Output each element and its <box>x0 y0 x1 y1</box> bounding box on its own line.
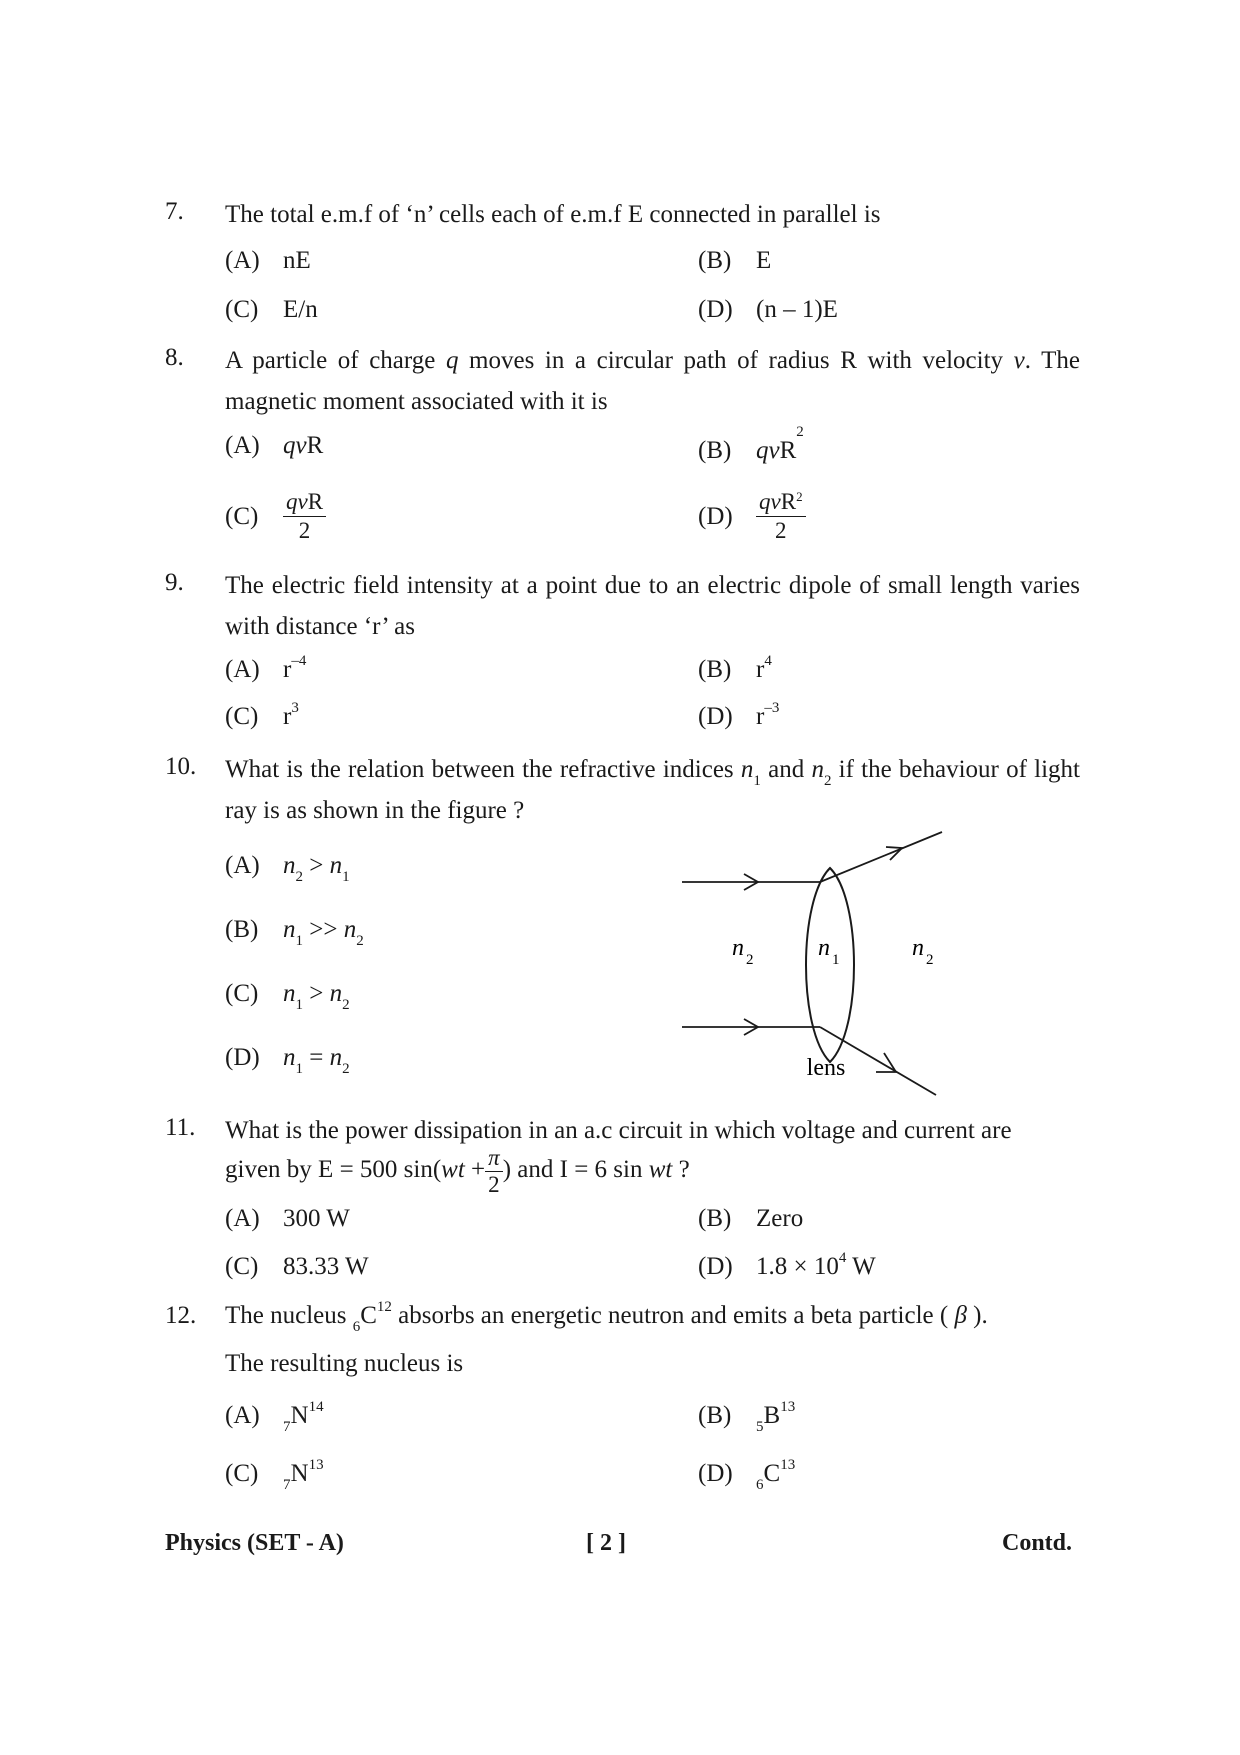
relation: = <box>309 1044 324 1071</box>
nucleus-symbol: N <box>290 1460 309 1487</box>
superscript: 14 <box>308 1399 324 1415</box>
option-label: (A) <box>225 1402 260 1429</box>
subscript: 1 <box>295 1061 303 1077</box>
option-label: (D) <box>225 1044 260 1071</box>
q11-option-d <box>698 1250 876 1281</box>
question-11-number: 11. <box>165 1114 196 1141</box>
var-n: n <box>343 916 357 943</box>
superscript: 12 <box>376 1299 392 1315</box>
nucleus-symbol: N <box>290 1402 309 1429</box>
option-label: (D) <box>698 1460 733 1487</box>
q11-option-a <box>225 1205 350 1233</box>
var-n: n <box>740 756 754 783</box>
exponent: 4 <box>764 653 772 669</box>
superscript: 13 <box>308 1457 324 1473</box>
subscript: 2 <box>823 773 832 789</box>
option-label: (A) <box>225 656 260 683</box>
q7-option-d <box>698 296 838 324</box>
superscript: 13 <box>780 1457 796 1473</box>
option-base: r <box>283 656 292 683</box>
option-var: qv <box>756 437 780 464</box>
subscript: 7 <box>283 1419 291 1435</box>
var-v: v <box>1013 347 1025 374</box>
superscript: 2 <box>796 489 803 504</box>
option-text: 1.8 × 10 <box>756 1253 839 1280</box>
option-base: r <box>756 656 765 683</box>
relation: > <box>309 980 324 1007</box>
option-label: (B) <box>698 437 732 464</box>
text-part: The nucleus <box>225 1302 353 1329</box>
beta-symbol: β <box>954 1302 967 1329</box>
lens-label: lens <box>806 1055 846 1081</box>
option-label: (A) <box>225 247 260 274</box>
fraction-numerator <box>283 488 326 517</box>
option-text: Zero <box>756 1205 804 1232</box>
text-part: A particle of charge <box>225 347 446 374</box>
text-part: What is the relation between the refractive indices <box>225 756 741 783</box>
equation-part: E = 500 sin( <box>318 1156 442 1183</box>
relation: > <box>309 852 324 879</box>
exponent: –4 <box>291 653 307 669</box>
right-medium-label: n <box>912 935 924 961</box>
option-text: E <box>756 247 772 274</box>
q7-option-c <box>225 296 318 324</box>
exponent: –3 <box>764 700 780 716</box>
left-medium-label: n <box>732 935 744 961</box>
var-n: n <box>283 980 296 1007</box>
question-10-text <box>225 749 1080 831</box>
question-12-text <box>225 1299 988 1335</box>
text-part: ). <box>966 1302 988 1329</box>
question-8-number: 8. <box>165 344 184 371</box>
subscript: 1 <box>295 997 303 1013</box>
footer-page-number: [ 2 ] <box>586 1530 626 1556</box>
option-text: (n – 1)E <box>756 296 838 323</box>
q8-option-b <box>698 424 804 465</box>
var-n: n <box>329 852 343 879</box>
q10-option-a <box>225 852 350 885</box>
question-11-equation <box>225 1140 690 1200</box>
option-label: (C) <box>225 980 259 1007</box>
subscript: 2 <box>342 997 350 1013</box>
option-text: E/n <box>283 296 318 323</box>
option-base: r <box>283 703 292 730</box>
lens-medium-label: n <box>818 935 830 961</box>
option-label: (D) <box>698 1253 733 1280</box>
question-10-number: 10. <box>165 753 197 780</box>
q9-option-b <box>698 653 772 684</box>
option-label: (B) <box>698 1205 732 1232</box>
num-var: qv <box>759 489 781 514</box>
option-label: (C) <box>225 1253 259 1280</box>
nucleus-symbol: C <box>360 1302 377 1329</box>
num-text: R <box>780 489 797 514</box>
q8-option-a <box>225 432 323 460</box>
question-8-text <box>225 340 1080 422</box>
equation-part: ) <box>502 1156 512 1183</box>
var-n: n <box>811 756 824 783</box>
subscript: 2 <box>356 933 364 949</box>
var-n: n <box>283 1044 296 1071</box>
option-label: (A) <box>225 432 260 459</box>
q8-option-d <box>698 488 806 545</box>
pi-over-two <box>485 1145 503 1198</box>
q7-option-a <box>225 247 311 275</box>
question-9-text: The electric field intensity at a point due to an electric dipole of small length varies with distance ‘r’ as <box>225 572 1080 640</box>
subscript: 5 <box>756 1419 764 1435</box>
option-var: qv <box>283 432 307 459</box>
option-base: r <box>756 703 765 730</box>
footer-contd: Contd. <box>1002 1530 1073 1556</box>
q12-option-b <box>698 1399 796 1435</box>
q10-option-d <box>225 1044 350 1077</box>
relation: >> <box>309 916 338 943</box>
question-12-text-line2: The resulting nucleus is <box>225 1350 464 1377</box>
q9-option-d <box>698 700 780 731</box>
question-11-text: What is the power dissipation in an a.c circuit in which voltage and current are <box>225 1117 1012 1144</box>
question-12-number: 12. <box>165 1302 197 1329</box>
exponent: 4 <box>838 1250 847 1266</box>
text-part: ? <box>672 1156 690 1183</box>
text-part: given by <box>225 1156 312 1183</box>
q12-option-d <box>698 1457 796 1493</box>
question-9-number: 9. <box>165 569 184 596</box>
nucleus-symbol: C <box>763 1460 781 1487</box>
option-label: (A) <box>225 852 260 879</box>
option-text: 83.33 W <box>283 1253 369 1280</box>
option-label: (C) <box>225 703 259 730</box>
fraction-numerator <box>756 488 806 517</box>
option-label: (D) <box>698 703 733 730</box>
q9-option-c <box>225 700 299 731</box>
subscript: 1 <box>753 773 761 789</box>
fraction-numerator: π <box>485 1145 503 1172</box>
fraction <box>756 488 806 545</box>
option-label: (C) <box>225 1460 259 1487</box>
var-n: n <box>329 1044 343 1071</box>
subscript: 1 <box>295 933 303 949</box>
var-n: n <box>329 980 343 1007</box>
text-part: . The magnetic moment associated with it is <box>225 347 1080 415</box>
fraction-denominator: 2 <box>488 1171 500 1197</box>
option-text: R <box>779 437 797 464</box>
subscript: 7 <box>283 1477 291 1493</box>
option-label: (D) <box>698 296 733 323</box>
text-part: and <box>511 1156 560 1183</box>
num-text: R <box>307 489 324 514</box>
lens-diagram <box>670 820 960 1105</box>
question-7-text: The total e.m.f of ‘n’ cells each of e.m.f E connected in parallel is <box>225 201 881 228</box>
question-7-number: 7. <box>165 198 184 225</box>
option-label: (B) <box>225 916 259 943</box>
q7-option-b <box>698 247 771 275</box>
option-label: (D) <box>698 502 733 530</box>
q11-option-c <box>225 1253 369 1281</box>
nucleus-symbol: B <box>763 1402 781 1429</box>
refracted-ray-top <box>820 832 942 882</box>
q8-option-c <box>225 488 326 545</box>
equation-part: + <box>464 1156 486 1183</box>
footer-subject: Physics (SET - A) <box>165 1530 344 1556</box>
var-q: q <box>445 347 459 374</box>
num-var: qv <box>286 489 308 514</box>
right-medium-sub: 2 <box>926 952 934 968</box>
option-label: (C) <box>225 502 259 530</box>
q12-option-a <box>225 1399 324 1435</box>
exponent: 3 <box>291 700 299 716</box>
var-wt: wt <box>648 1156 673 1183</box>
text-part: absorbs an energetic neutron and emits a beta particle ( <box>391 1302 955 1329</box>
subscript: 1 <box>342 869 350 885</box>
lens-medium-sub: 1 <box>832 952 840 968</box>
q12-option-c <box>225 1457 324 1493</box>
equation-part: I = 6 sin <box>559 1156 649 1183</box>
option-text: nE <box>283 247 311 274</box>
subscript: 6 <box>352 1319 361 1335</box>
option-text: W <box>846 1253 876 1280</box>
option-label: (C) <box>225 296 259 323</box>
text-part: and <box>760 756 812 783</box>
subscript: 6 <box>756 1477 764 1493</box>
option-label: (B) <box>698 1402 732 1429</box>
var-n: n <box>283 916 296 943</box>
superscript: 13 <box>780 1399 796 1415</box>
option-label: (A) <box>225 1205 260 1232</box>
option-label: (B) <box>698 247 732 274</box>
var-n: n <box>283 852 296 879</box>
subscript: 2 <box>295 869 303 885</box>
option-text: R <box>306 432 324 459</box>
option-label: (B) <box>698 656 732 683</box>
q11-option-b <box>698 1205 803 1233</box>
fraction <box>283 488 326 545</box>
superscript: 2 <box>796 424 804 440</box>
option-text: 300 W <box>283 1205 350 1232</box>
q10-option-b <box>225 916 364 949</box>
text-part: if the behaviour of light ray is as shown in the figure ? <box>225 756 1080 824</box>
left-medium-sub: 2 <box>746 952 754 968</box>
var-wt: wt <box>441 1156 465 1183</box>
q10-option-c <box>225 980 350 1013</box>
fraction-denominator: 2 <box>298 518 311 543</box>
subscript: 2 <box>342 1061 350 1077</box>
text-part: moves in a circular path of radius R with velocity <box>458 347 1014 374</box>
q9-option-a <box>225 653 307 684</box>
fraction-denominator: 2 <box>775 518 787 543</box>
